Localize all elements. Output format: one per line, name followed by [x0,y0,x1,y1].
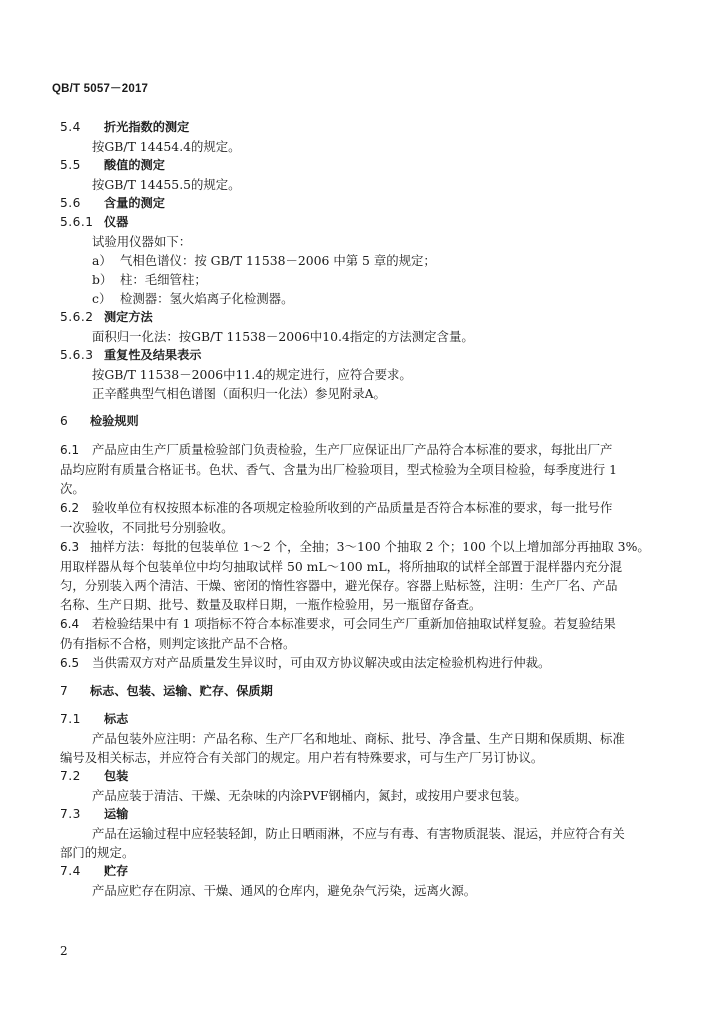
section-title: 标志 [104,712,129,726]
section-7-1-line: 产品包装外应注明：产品名称、生产厂名和地址、商标、批号、净含量、生产日期和保质期、标准 [92,731,625,746]
section-7-3-heading [60,805,660,824]
section-5-6-3-text-2: 正辛醛典型气相色谱图（面积归一化法）参见附录A。 [92,386,386,401]
clause-line: 名称、生产日期、批号、数量及取样日期，一瓶作检验用，另一瓶留存备查。 [60,597,482,612]
section-number: 7 [60,684,69,698]
section-7-heading [60,682,660,701]
section-title: 含量的测定 [104,196,165,210]
section-7-4-heading [60,862,660,881]
section-title: 重复性及结果表示 [104,348,202,362]
section-5-5-text: 按GB/T 14455.5的规定。 [92,177,241,192]
clause-number: 6.1 [60,443,80,457]
section-title: 折光指数的测定 [104,120,190,134]
section-7-2-line: 产品应装于清洁、干燥、无杂味的内涂PVF钢桶内，氮封，或按用户要求包装。 [92,788,527,803]
section-5-6-heading [60,194,660,213]
section-5-6-3-heading [60,346,660,365]
section-5-4-heading [60,118,660,137]
instrument-item-b [60,270,660,289]
clause-line: 产品应由生产厂质量检验部门负责检验，生产厂应保证出厂产品符合本标准的要求，每批出厂产 [92,442,613,457]
section-5-5-heading [60,156,660,175]
section-5-6-1-heading [60,213,660,232]
clause-line: 仍有指标不合格，则判定该批产品不合格。 [60,636,296,651]
section-title: 贮存 [104,864,129,878]
section-number: 7.1 [60,712,81,726]
section-number: 5.6.3 [60,348,94,362]
section-7-1-line: 编号及相关标志，并应符合有关部门的规定。用户若有特殊要求，可与生产厂另订协议。 [60,750,544,765]
section-7-3-line: 部门的规定。 [60,845,135,860]
section-number: 6 [60,414,69,428]
section-6-heading [60,412,660,431]
clause-line: 抽样方法：每批的包装单位 1～2 个，全抽；3～100 个抽取 2 个；100 个以上增加部分再抽取 3%。 [90,539,650,554]
clause-line: 匀，分别装入两个清洁、干燥、密闭的惰性容器中，避光保存。容器上贴标签，注明：生产厂名、产品 [60,578,618,593]
section-number: 5.6.2 [60,310,94,324]
clause-6-5 [60,653,660,673]
clause-number: 6.3 [60,540,80,554]
section-number: 5.6 [60,196,81,210]
section-5-4-text: 按GB/T 14454.4的规定。 [92,139,241,154]
clause-number: 6.2 [60,501,80,515]
section-7-2-heading [60,767,660,786]
document-body [60,118,660,900]
section-number: 5.5 [60,158,81,172]
section-title: 检验规则 [90,414,139,428]
item-mark: c） [92,291,112,306]
standard-code-header: QB/T 5057－2017 [52,83,149,95]
clause-6-4 [60,614,660,653]
item-mark: b） [92,272,113,287]
clause-number: 6.5 [60,656,80,670]
item-text: 检测器：氢火焰离子化检测器。 [120,291,294,306]
clause-line: 验收单位有权按照本标准的各项规定检验所收到的产品质量是否符合本标准的要求，每一批号作 [92,500,613,515]
section-number: 7.2 [60,769,81,783]
clause-line: 若检验结果中有 1 项指标不符合本标准要求，可会同生产厂重新加倍抽取试样复验。若复验结果 [92,616,616,631]
section-number: 7.4 [60,864,81,878]
instrument-item-c [60,289,660,308]
page-number: 2 [60,944,68,958]
item-mark: a） [92,253,112,268]
section-title: 仪器 [104,215,129,229]
section-number: 5.4 [60,120,81,134]
section-7-1-heading [60,710,660,729]
section-title: 包装 [104,769,129,783]
clause-line: 次。 [60,481,85,496]
clause-line: 品均应附有质量合格证书。色状、香气、含量为出厂检验项目，型式检验为全项目检验，每季度进行 1 [60,462,618,477]
section-title: 运输 [104,807,129,821]
clause-6-3 [60,537,660,614]
clause-line: 一次验收，不同批号分别验收。 [60,520,234,535]
clause-number: 6.4 [60,617,80,631]
instrument-item-a [60,251,660,270]
item-text: 柱：毛细管柱； [120,272,207,287]
section-number: 7.3 [60,807,81,821]
clause-6-1 [60,440,660,498]
section-5-6-2-text: 面积归一化法：按GB/T 11538－2006中10.4指定的方法测定含量。 [92,329,474,344]
section-title: 酸值的测定 [104,158,165,172]
clause-line: 当供需双方对产品质量发生异议时，可由双方协议解决或由法定检验机构进行仲裁。 [92,655,551,670]
item-text: 气相色谱仪：按 GB/T 11538－2006 中第 5 章的规定； [120,253,436,268]
section-title: 标志、包装、运输、贮存、保质期 [90,684,273,698]
section-7-3-line: 产品在运输过程中应轻装轻卸，防止日晒雨淋，不应与有毒、有害物质混装、混运，并应符合有关 [92,826,625,841]
section-7-4-line: 产品应贮存在阴凉、干燥、通风的仓库内，避免杂气污染，远离火源。 [92,883,477,898]
instrument-intro: 试验用仪器如下： [92,234,192,249]
section-number: 5.6.1 [60,215,94,229]
section-5-6-3-text-1: 按GB/T 11538－2006中11.4的规定进行，应符合要求。 [92,367,412,382]
clause-6-2 [60,498,660,537]
section-title: 测定方法 [104,310,153,324]
section-5-6-2-heading [60,308,660,327]
clause-line: 用取样器从每个包装单位中均匀抽取试样 50 mL～100 mL，将所抽取的试样全部置于混样器内充分混 [60,559,623,574]
